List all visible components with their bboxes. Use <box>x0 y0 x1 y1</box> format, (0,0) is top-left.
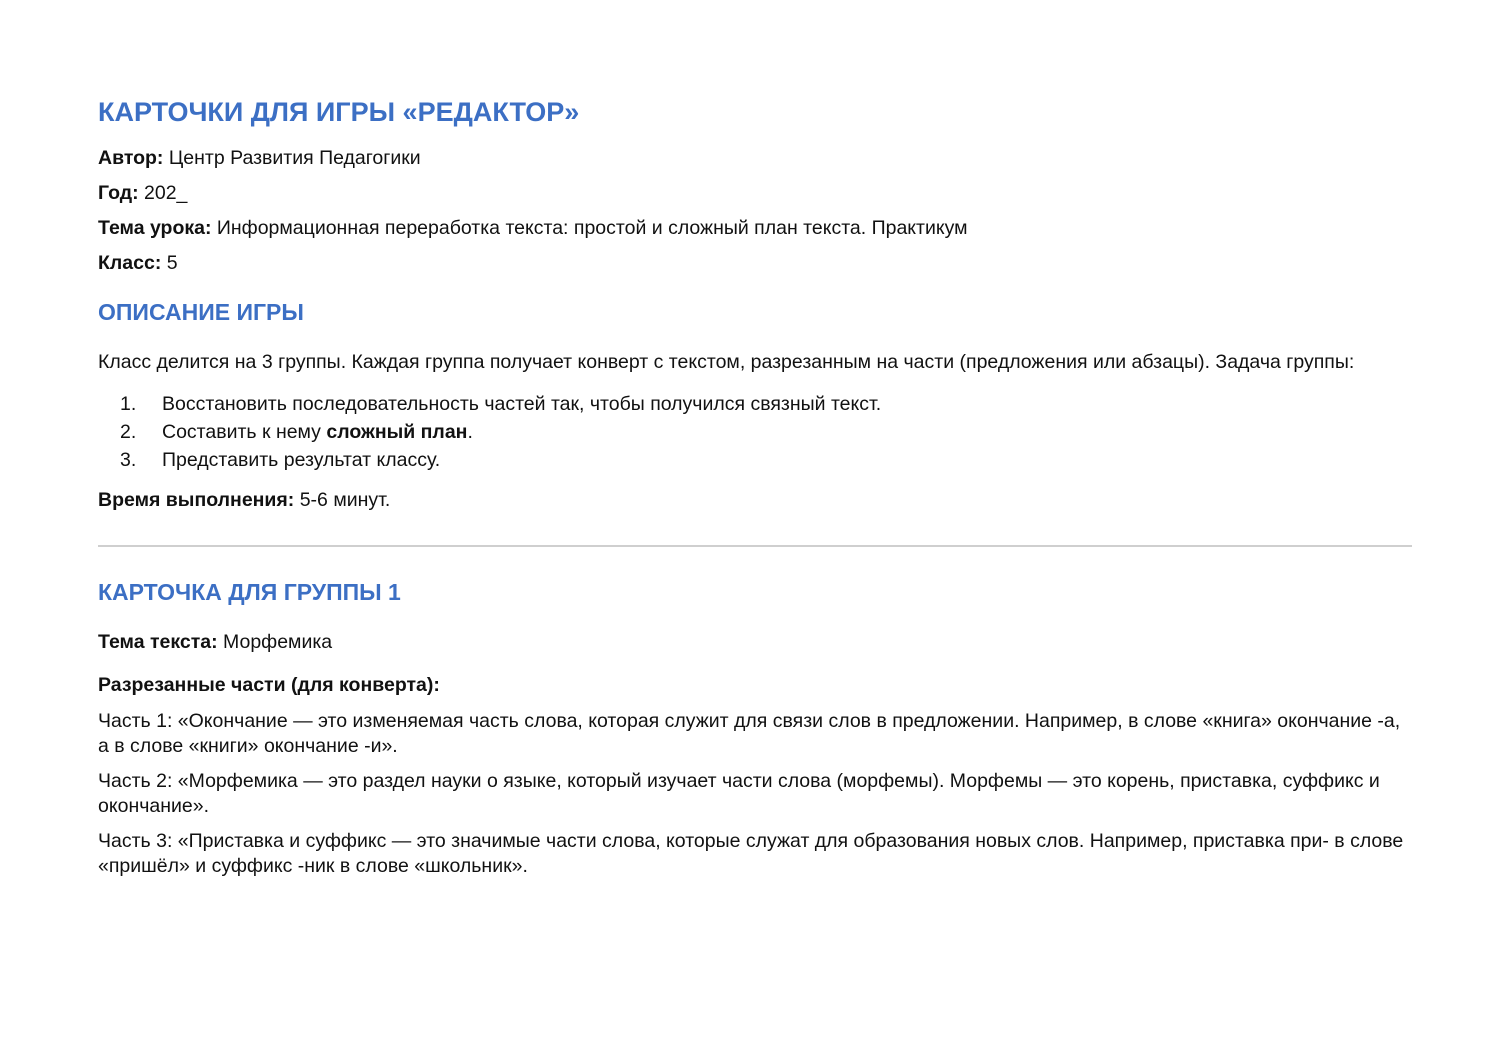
list-item-text: Восстановить последовательность частей так, чтобы получился связный текст. <box>162 393 882 415</box>
execution-time-label: Время выполнения: <box>98 489 295 511</box>
meta-author-label: Автор: <box>98 147 164 169</box>
list-item-text: Представить результат классу. <box>162 449 441 471</box>
list-item <box>98 418 1412 446</box>
list-item <box>98 446 1412 474</box>
steps-list <box>98 390 1412 474</box>
card1-topic <box>98 630 1412 655</box>
meta-lesson-topic-label: Тема урока: <box>98 217 212 239</box>
card1-part-3: Часть 3: «Приставка и суффикс — это значимые части слова, которые служат для образования новых слов. Например, приставка при- в слове «пришёл» и суффикс -ник в слове «школьник». <box>98 830 1404 877</box>
list-item <box>98 390 1412 418</box>
document-title: КАРТОЧКИ ДЛЯ ИГРЫ «РЕДАКТОР» <box>98 97 580 127</box>
meta-year-label: Год: <box>98 182 139 204</box>
card1-parts-label: Разрезанные части (для конверта): <box>98 674 440 696</box>
list-item-text <box>162 418 473 446</box>
meta-lesson-topic <box>98 216 1412 241</box>
card1-topic-label: Тема текста: <box>98 631 218 653</box>
card1-heading: КАРТОЧКА ДЛЯ ГРУППЫ 1 <box>98 579 401 605</box>
card1-topic-value: Морфемика <box>217 631 333 653</box>
list-item-number: 2. <box>120 421 137 443</box>
meta-year-value: 202_ <box>138 182 188 204</box>
list-item-text-before: Составить к нему <box>162 421 327 443</box>
meta-grade-value: 5 <box>161 252 178 274</box>
meta-lesson-topic-value: Информационная переработка текста: простой и сложный план текста. Практикум <box>211 217 968 239</box>
card1-part-2: Часть 2: «Морфемика — это раздел науки о языке, который изучает части слова (морфемы). Морфемы — это корень, приставка, суффикс и окончание». <box>98 770 1380 817</box>
meta-grade-label: Класс: <box>98 252 162 274</box>
meta-year <box>98 181 1412 206</box>
meta-grade <box>98 251 1412 276</box>
execution-time-value: 5-6 минут. <box>294 489 391 511</box>
list-item-text-bold: сложный план <box>326 421 468 443</box>
description-heading: ОПИСАНИЕ ИГРЫ <box>98 299 304 325</box>
meta-author-value: Центр Развития Педагогики <box>163 147 421 169</box>
list-item-number: 1. <box>120 393 137 415</box>
description-intro: Класс делится на 3 группы. Каждая группа получает конверт с текстом, разрезанным на части (предложения или абзацы). Задача группы: <box>98 351 1355 373</box>
list-item-text-after: . <box>467 421 473 443</box>
list-item-number: 3. <box>120 449 137 471</box>
meta-author <box>98 146 1412 171</box>
section-divider <box>98 545 1412 547</box>
card1-part-1: Часть 1: «Окончание — это изменяемая часть слова, которая служит для связи слов в предложении. Например, в слове «книга» окончание -а, а в слове «книги» окончание -и». <box>98 710 1401 757</box>
execution-time <box>98 488 1412 513</box>
